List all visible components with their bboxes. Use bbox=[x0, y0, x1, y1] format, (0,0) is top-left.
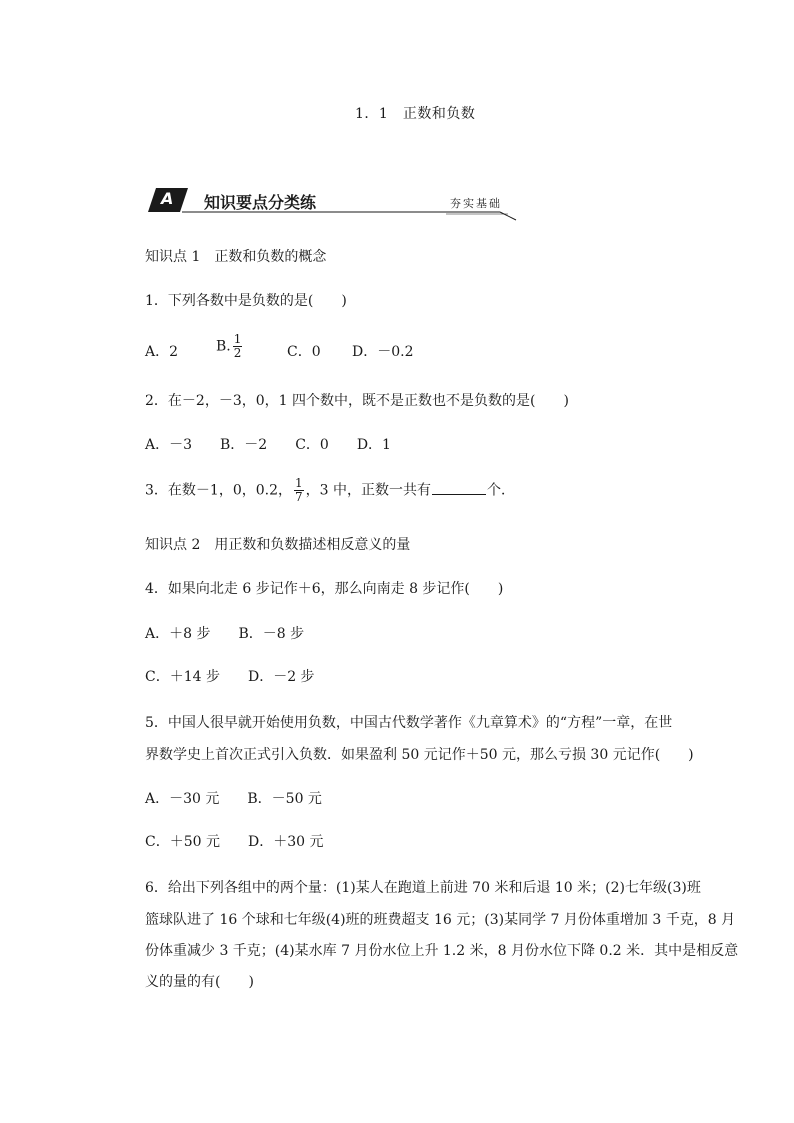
option-b-prefix: B. bbox=[216, 338, 231, 355]
fraction-seventh bbox=[294, 477, 304, 504]
question-2-stem: 2．在－2，－3，0，1 四个数中，既不是正数也不是负数的是( ) bbox=[145, 393, 569, 409]
section-heading-2: 知识点 2 用正数和负数描述相反意义的量 bbox=[145, 537, 411, 553]
fraction-numerator: 1 bbox=[295, 476, 303, 490]
question-1-option-a: A．2 bbox=[145, 344, 179, 360]
question-5-line-1: 5．中国人很早就开始使用负数，中国古代数学著作《九章算术》的“方程”一章，在世 bbox=[145, 715, 673, 731]
question-3-pre: 3．在数－1，0，0.2， bbox=[145, 482, 292, 499]
question-6-line-3: 份体重减少 3 千克；(4)某水库 7 月份水位上升 1.2 米，8 月份水位下降 0.2 米．其中是相反意 bbox=[145, 943, 739, 959]
page-title: 1．1 正数和负数 bbox=[355, 106, 476, 122]
question-1-option-b bbox=[216, 333, 244, 360]
banner-subtitle: 夯实基础 bbox=[450, 197, 502, 210]
question-1-option-d: D．－0.2 bbox=[352, 344, 414, 360]
question-1-option-c: C．0 bbox=[287, 344, 321, 360]
question-3-post: 个． bbox=[487, 482, 515, 499]
question-4-options-row-1: A．＋8 步 B．－8 步 bbox=[145, 626, 305, 642]
question-5-line-2: 界数学史上首次正式引入负数．如果盈利 50 元记作＋50 元，那么亏损 30 元记作( ) bbox=[145, 747, 694, 763]
section-banner bbox=[148, 186, 518, 222]
question-6-line-4: 义的量的有( ) bbox=[145, 974, 254, 990]
question-4-options-row-2: C．＋14 步 D．－2 步 bbox=[145, 669, 315, 685]
question-5-options-row-2: C．＋50 元 D．＋30 元 bbox=[145, 834, 324, 850]
question-1-stem: 1．下列各数中是负数的是( ) bbox=[145, 293, 347, 309]
question-6-line-2: 篮球队进了 16 个球和七年级(4)班的班费超支 16 元；(3)某同学 7 月份体重增加 3 千克，8 月 bbox=[145, 912, 736, 928]
question-2-options: A．－3 B．－2 C．0 D．1 bbox=[145, 437, 391, 453]
fraction-denominator: 7 bbox=[295, 490, 303, 504]
question-3-mid: ，3 中，正数一共有 bbox=[305, 482, 431, 499]
fraction-denominator: 2 bbox=[233, 346, 242, 360]
section-heading-1: 知识点 1 正数和负数的概念 bbox=[145, 249, 327, 265]
fraction-half bbox=[233, 333, 243, 360]
fraction-numerator: 1 bbox=[233, 332, 242, 346]
question-5-options-row-1: A．－30 元 B．－50 元 bbox=[145, 791, 322, 807]
banner-badge-letter: A bbox=[161, 189, 174, 208]
banner-title: 知识要点分类练 bbox=[204, 193, 317, 212]
question-3 bbox=[145, 477, 515, 504]
question-4-stem: 4．如果向北走 6 步记作＋6，那么向南走 8 步记作( ) bbox=[145, 581, 504, 597]
answer-blank[interactable] bbox=[432, 480, 486, 495]
question-6-line-1: 6．给出下列各组中的两个量：(1)某人在跑道上前进 70 米和后退 10 米；(2)七年级(3)班 bbox=[145, 880, 701, 896]
